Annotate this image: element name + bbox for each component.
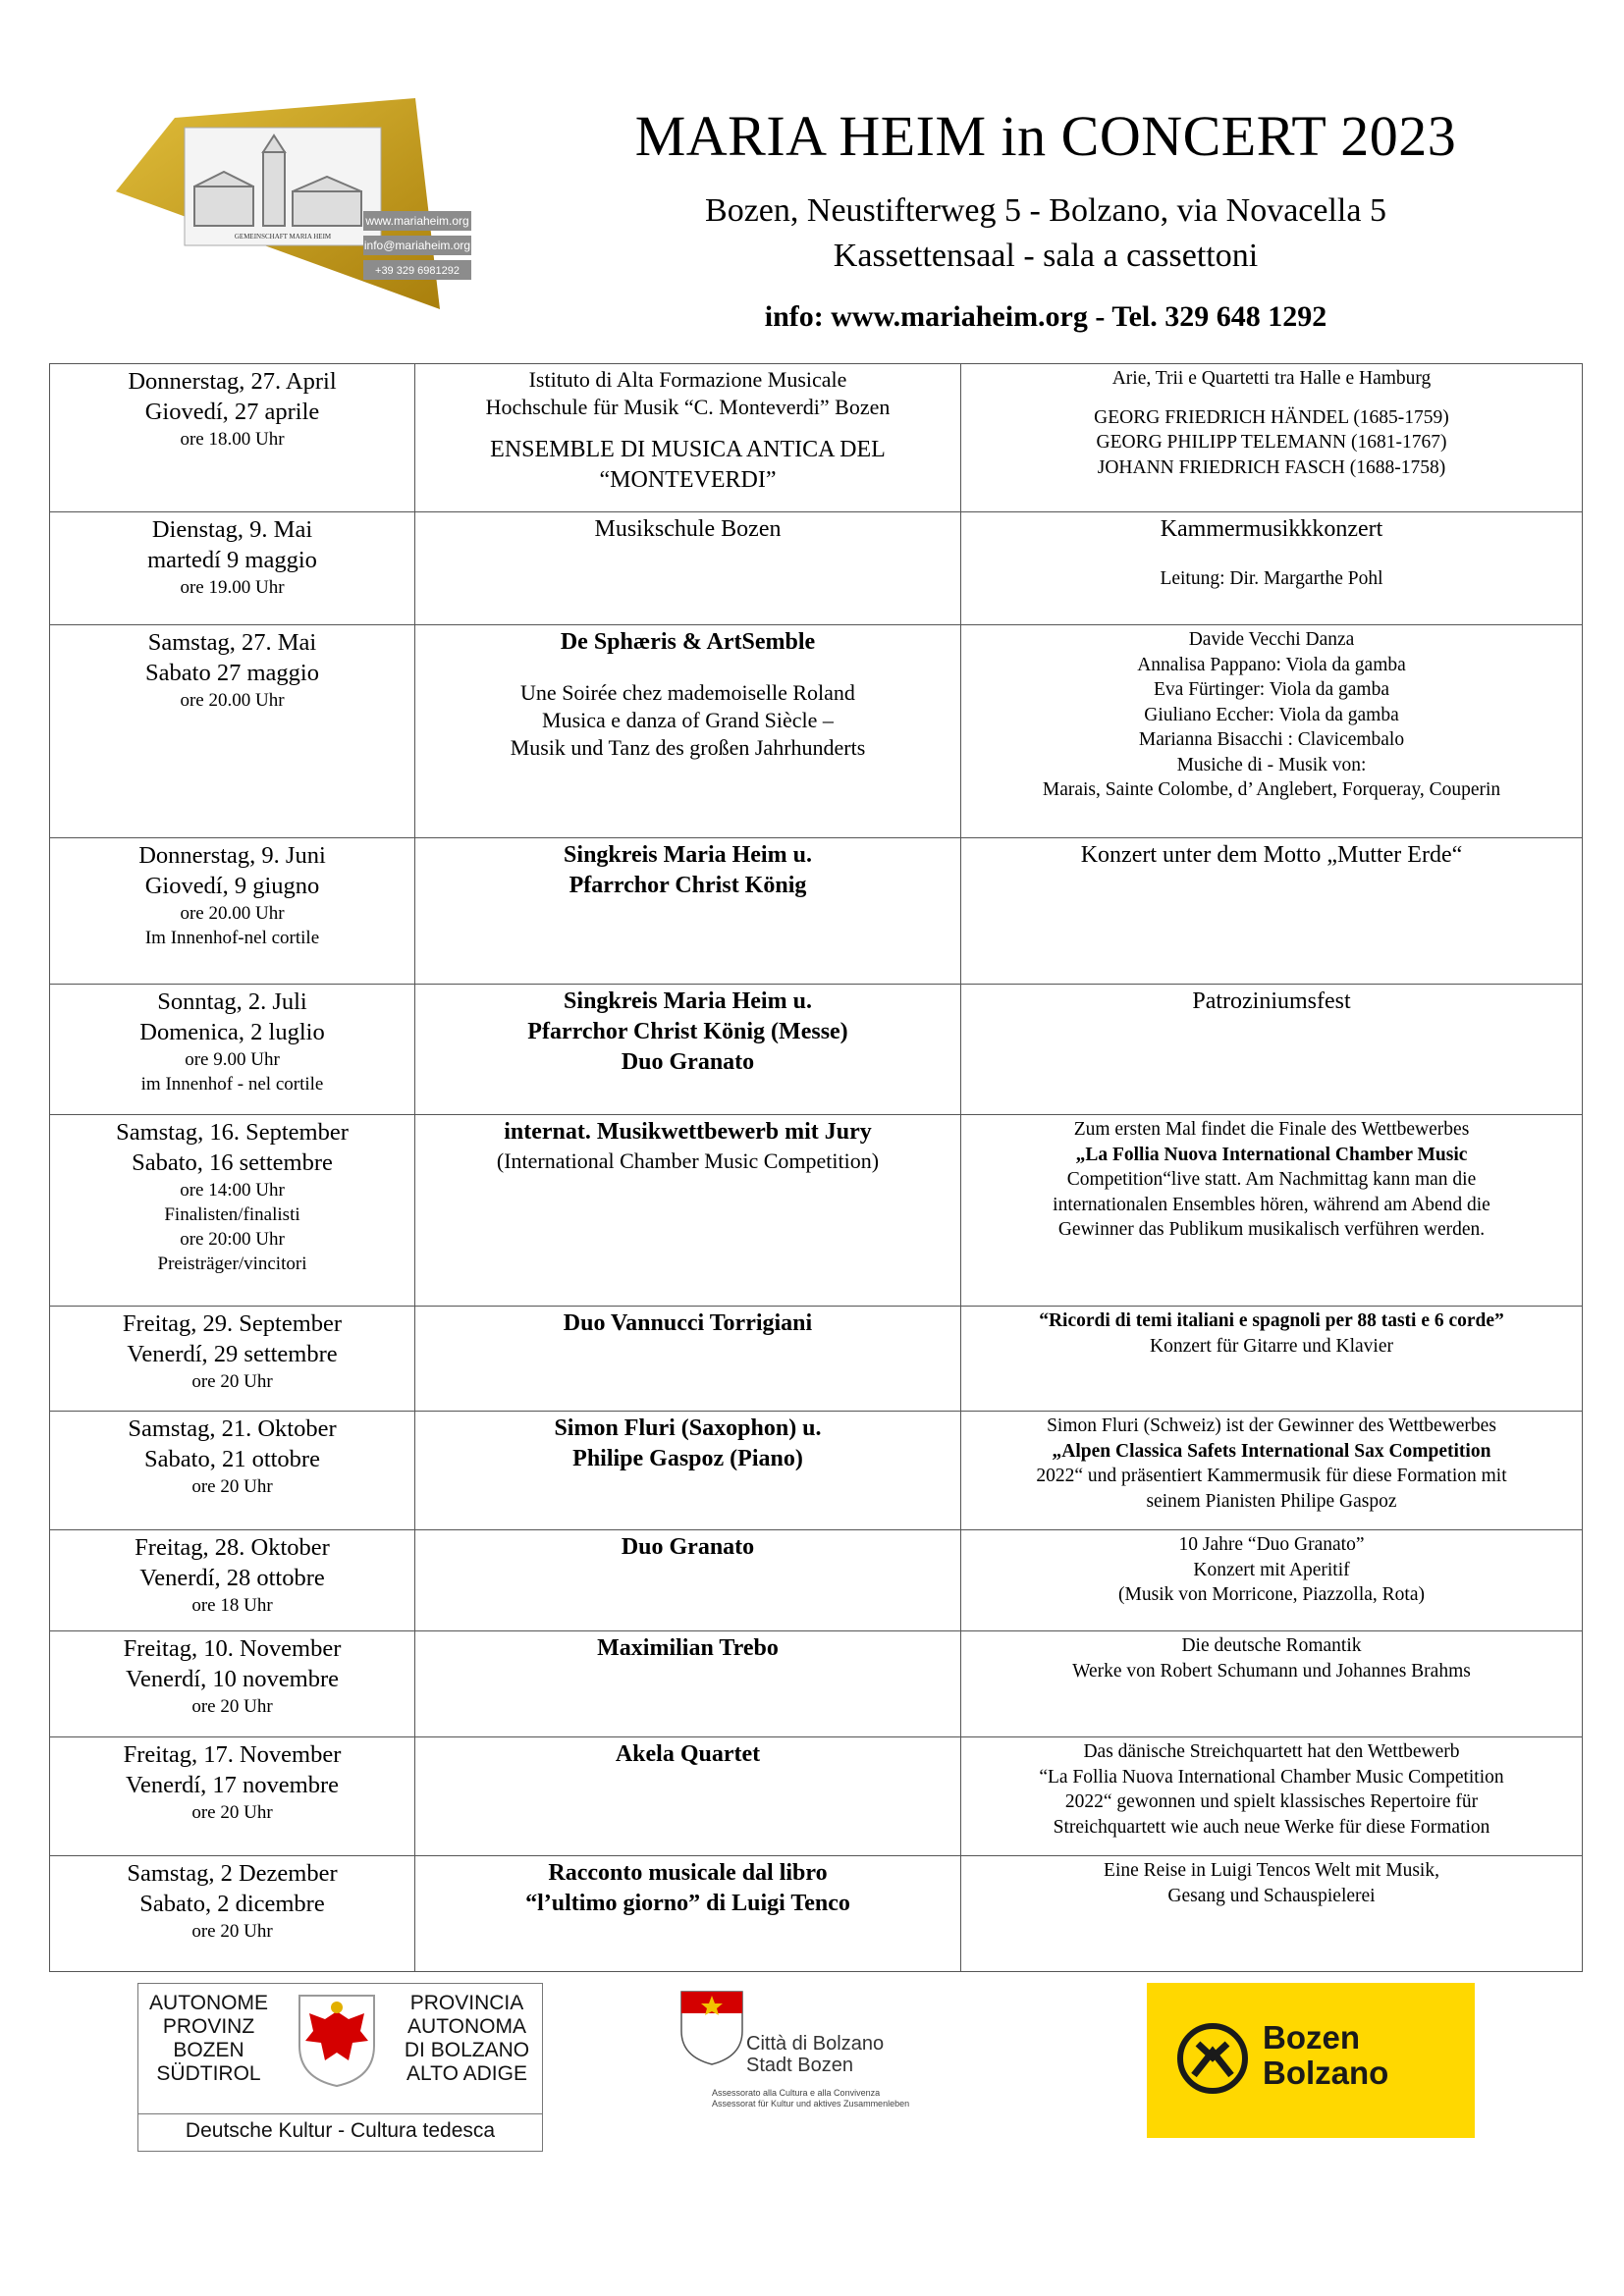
event-date-it: Venerdí, 28 ottobre (139, 1565, 325, 1591)
event-time: ore 20 Uhr (191, 1696, 273, 1717)
prov-left-line: SÜDTIROL (156, 2062, 261, 2085)
event-program-cell (961, 985, 1583, 1115)
event-date-cell (50, 1412, 415, 1530)
text-line: Konzert unter dem Motto „Mutter Erde“ (1080, 842, 1463, 868)
event-date-de: Samstag, 16. September (116, 1119, 349, 1146)
text-line: Werke von Robert Schumann und Johannes Brahms (1072, 1660, 1471, 1682)
text-line: Musiche di - Musik von: (1176, 754, 1367, 775)
event-time: ore 18.00 Uhr (180, 429, 285, 450)
text-line: Das dänische Streichquartett hat den Wettbewerb (1083, 1741, 1460, 1762)
event-performer-cell (415, 1856, 961, 1972)
event-time: im Innenhof - nel cortile (140, 1074, 324, 1095)
event-time: ore 20 Uhr (191, 1371, 273, 1392)
event-performer-cell (415, 1631, 961, 1737)
text-line: Philipe Gaspoz (Piano) (572, 1446, 803, 1471)
text-line: Gewinner das Publikum musikalisch verführen werden. (1057, 1219, 1486, 1240)
city-name (746, 2033, 884, 2076)
event-date-it: martedí 9 maggio (147, 547, 317, 573)
text-line: Konzert für Gitarre und Klavier (1150, 1335, 1393, 1357)
event-date-cell (50, 625, 415, 838)
text-line: „La Follia Nuova International Chamber Music (1075, 1144, 1468, 1165)
text-line: Duo Granato (621, 1534, 755, 1560)
text-line: Musik und Tanz des großen Jahrhunderts (510, 735, 866, 760)
event-time: ore 20:00 Uhr (180, 1229, 285, 1250)
city-name-it: Città di Bolzano (746, 2033, 885, 2055)
event-date-de: Freitag, 17. November (123, 1741, 342, 1768)
event-time: Preisträger/vincitori (157, 1254, 307, 1274)
text-line: Singkreis Maria Heim u. (564, 842, 812, 868)
text-line: Singkreis Maria Heim u. (564, 988, 812, 1014)
province-text-it (396, 1992, 538, 2086)
info-line: info: www.mariaheim.org - Tel. 329 648 1292 (764, 300, 1327, 333)
event-date-cell (50, 1307, 415, 1412)
text-line: Musikschule Bozen (594, 516, 782, 542)
event-date-de: Donnerstag, 9. Juni (138, 842, 326, 869)
city-dept-de: Assessorat für Kultur und aktives Zusammenleben (712, 2099, 910, 2109)
text-line: 10 Jahre “Duo Granato” (1178, 1534, 1365, 1555)
text-line: Davide Vecchi Danza (1188, 629, 1355, 650)
event-time: ore 14:00 Uhr (180, 1180, 285, 1201)
event-date-it: Domenica, 2 luglio (139, 1019, 325, 1045)
text-line: Die deutsche Romantik (1181, 1635, 1362, 1656)
event-row (50, 625, 1583, 838)
province-footer: Deutsche Kultur - Cultura tedesca (185, 2119, 496, 2142)
text-line: Marais, Sainte Colombe, d’ Anglebert, Forqueray, Couperin (1042, 779, 1501, 800)
event-date-de: Samstag, 27. Mai (147, 629, 317, 656)
text-line: Une Soirée chez mademoiselle Roland (520, 680, 855, 705)
text-line: Zum ersten Mal findet die Finale des Wettbewerbes (1073, 1119, 1470, 1140)
event-program-cell (961, 1856, 1583, 1972)
province-sponsor-logo (137, 1983, 543, 2152)
event-performer-cell (415, 1115, 961, 1307)
logo-graphic (116, 98, 543, 334)
event-date-de: Sonntag, 2. Juli (157, 988, 307, 1015)
logo-web: www.mariaheim.org (365, 214, 469, 228)
event-date-it: Venerdí, 17 novembre (125, 1772, 340, 1798)
event-program-cell (961, 838, 1583, 985)
event-program-cell (961, 364, 1583, 512)
text-line: Racconto musicale dal libro (548, 1860, 828, 1886)
text-line: Eine Reise in Luigi Tencos Welt mit Musik, (1104, 1860, 1439, 1881)
text-line: “l’ultimo giorno” di Luigi Tenco (525, 1891, 850, 1916)
event-time: ore 20.00 Uhr (180, 903, 285, 924)
event-performer-cell (415, 512, 961, 625)
text-line: Konzert mit Aperitif (1193, 1559, 1350, 1580)
event-date-cell (50, 1856, 415, 1972)
event-row (50, 1115, 1583, 1307)
maria-heim-logo (116, 98, 543, 334)
event-row (50, 1737, 1583, 1856)
event-date-it: Sabato, 16 settembre (132, 1149, 333, 1176)
city-department (712, 2088, 967, 2109)
text-line: Streichquartett wie auch neue Werke für diese Formation (1053, 1816, 1490, 1838)
text-line: Marianna Bisacchi : Clavicembalo (1138, 729, 1405, 750)
event-performer-cell (415, 1307, 961, 1412)
event-program-cell (961, 1631, 1583, 1737)
event-date-it: Giovedí, 9 giugno (144, 873, 320, 899)
event-time: ore 20 Uhr (191, 1802, 273, 1823)
raiffeisen-sponsor-logo (1147, 1983, 1475, 2138)
event-row (50, 1631, 1583, 1737)
event-program-cell (961, 1307, 1583, 1412)
event-row (50, 512, 1583, 625)
event-program-cell (961, 1530, 1583, 1631)
event-program-cell (961, 512, 1583, 625)
text-line: Pfarrchor Christ König (Messe) (527, 1019, 848, 1044)
address-line-2: Kassettensaal - sala a cassettoni (833, 238, 1259, 274)
event-date-cell (50, 1631, 415, 1737)
text-line: Patroziniumsfest (1192, 988, 1351, 1014)
event-date-de: Dienstag, 9. Mai (151, 516, 313, 543)
event-date-de: Samstag, 21. Oktober (128, 1415, 337, 1442)
prov-left-line: AUTONOME (149, 1992, 268, 2014)
event-time: ore 20 Uhr (191, 1921, 273, 1942)
event-date-de: Donnerstag, 27. April (128, 368, 337, 395)
event-row (50, 1307, 1583, 1412)
spacer (423, 421, 952, 435)
text-line: Istituto di Alta Formazione Musicale (528, 367, 847, 392)
text-line: Leitung: Dir. Margarthe Pohl (1160, 568, 1383, 589)
event-date-de: Samstag, 2 Dezember (127, 1860, 338, 1887)
event-program-cell (961, 625, 1583, 838)
text-line: 2022“ gewonnen und spielt klassisches Repertoire für (1064, 1791, 1479, 1812)
text-line: Giuliano Eccher: Viola da gamba (1144, 704, 1399, 725)
text-line: Eva Fürtinger: Viola da gamba (1154, 679, 1389, 700)
prov-right-line: PROVINCIA (409, 1992, 524, 2014)
text-line: Duo Vannucci Torrigiani (563, 1310, 813, 1336)
event-performer-cell (415, 1737, 961, 1856)
page-title: MARIA HEIM in CONCERT 2023 (634, 104, 1457, 168)
text-line: seinem Pianisten Philipe Gaspoz (1146, 1490, 1397, 1512)
event-row (50, 838, 1583, 985)
text-line: Musica e danza of Grand Siècle – (542, 708, 834, 732)
concert-program-table (49, 363, 1583, 1972)
event-date-it: Sabato, 21 ottobre (144, 1446, 320, 1472)
text-line: Kammermusikkkonzert (1160, 516, 1383, 542)
event-performer-cell (415, 1530, 961, 1631)
logo-email: info@mariaheim.org (363, 239, 471, 252)
event-program-cell (961, 1412, 1583, 1530)
bank-name-de: Bozen (1263, 2019, 1360, 2056)
text-line: Duo Granato (621, 1049, 755, 1075)
event-row (50, 1530, 1583, 1631)
text-line: Simon Fluri (Saxophon) u. (554, 1415, 822, 1441)
event-date-cell (50, 838, 415, 985)
event-row (50, 364, 1583, 512)
event-row (50, 1412, 1583, 1530)
event-time: ore 20.00 Uhr (180, 690, 285, 711)
bank-name (1263, 2020, 1388, 2091)
event-time: Finalisten/finalisti (164, 1204, 300, 1225)
event-time: Im Innenhof-nel cortile (144, 928, 320, 948)
spacer (423, 658, 952, 679)
province-text-de (142, 1992, 275, 2086)
text-line: JOHANN FRIEDRICH FASCH (1688-1758) (1097, 456, 1446, 478)
event-date-it: Sabato 27 maggio (145, 660, 319, 686)
program-body (50, 364, 1583, 1972)
event-row (50, 985, 1583, 1115)
event-performer-cell (415, 1412, 961, 1530)
text-line: Pfarrchor Christ König (568, 873, 807, 898)
prov-right-line: AUTONOMA (407, 2015, 526, 2038)
city-name-de: Stadt Bozen (746, 2055, 853, 2076)
bolzano-coat-of-arms-icon (677, 1988, 746, 2066)
event-performer-cell (415, 625, 961, 838)
event-date-de: Freitag, 10. November (123, 1635, 342, 1662)
text-line: Hochschule für Musik “C. Monteverdi” Bozen (485, 395, 891, 419)
event-performer-cell (415, 985, 961, 1115)
event-date-de: Freitag, 29. September (122, 1310, 343, 1337)
text-line: (International Chamber Music Competition) (496, 1148, 880, 1173)
city-sponsor-logo (677, 1988, 972, 2135)
city-dept-it: Assessorato alla Cultura e alla Convivenza (712, 2088, 881, 2098)
text-line: “Ricordi di temi italiani e spagnoli per 88 tasti e 6 corde” (1039, 1310, 1504, 1331)
event-program-cell (961, 1115, 1583, 1307)
prov-left-line: PROVINZ (162, 2015, 255, 2038)
text-line: Maximilian Trebo (597, 1635, 779, 1661)
text-line: Simon Fluri (Schweiz) ist der Gewinner des Wettbewerbes (1047, 1415, 1496, 1436)
event-date-de: Freitag, 28. Oktober (135, 1534, 330, 1561)
event-time: ore 20 Uhr (191, 1476, 273, 1497)
event-date-cell (50, 1737, 415, 1856)
text-line: Arie, Trii e Quartetti tra Halle e Hamburg (1111, 368, 1432, 389)
spacer (969, 392, 1574, 405)
event-date-cell (50, 364, 415, 512)
event-date-it: Venerdí, 10 novembre (125, 1666, 340, 1692)
text-line: “La Follia Nuova International Chamber Music Competition (1039, 1766, 1504, 1788)
event-date-cell (50, 1530, 415, 1631)
text-line: Competition“live statt. Am Nachmittag kann man die (1066, 1169, 1477, 1190)
text-line: 2022“ und präsentiert Kammermusik für diese Formation mit (1036, 1466, 1507, 1486)
event-time: ore 18 Uhr (191, 1595, 273, 1616)
event-time: ore 19.00 Uhr (180, 577, 285, 598)
event-program-cell (961, 1737, 1583, 1856)
bank-name-it: Bolzano (1263, 2055, 1389, 2091)
text-line: (Musik von Morricone, Piazzolla, Rota) (1118, 1584, 1425, 1605)
text-line: ENSEMBLE DI MUSICA ANTICA DEL “MONTEVERDI” (490, 437, 886, 493)
prov-left-line: BOZEN (173, 2039, 244, 2061)
text-line: GEORG FRIEDRICH HÄNDEL (1685-1759) (1094, 406, 1449, 428)
event-performer-cell (415, 838, 961, 985)
event-date-it: Sabato, 2 dicembre (139, 1891, 325, 1917)
event-date-cell (50, 512, 415, 625)
logo-caption: GEMEINSCHAFT MARIA HEIM (234, 233, 332, 240)
raiffeisen-gable-cross-icon (1176, 2022, 1249, 2095)
event-time: ore 9.00 Uhr (185, 1049, 280, 1070)
event-date-it: Venerdí, 29 settembre (127, 1341, 338, 1367)
text-line: internationalen Ensembles hören, während am Abend die (1053, 1194, 1490, 1215)
event-date-cell (50, 985, 415, 1115)
event-date-cell (50, 1115, 415, 1307)
text-line: Akela Quartet (615, 1741, 761, 1767)
text-line: Gesang und Schauspielerei (1167, 1885, 1376, 1906)
text-line: „Alpen Classica Safets International Sax Competition (1052, 1440, 1491, 1462)
text-line: De Sphæris & ArtSemble (560, 629, 816, 655)
address-line-1: Bozen, Neustifterweg 5 - Bolzano, via Novacella 5 (705, 192, 1386, 229)
event-row (50, 1856, 1583, 1972)
event-performer-cell (415, 364, 961, 512)
event-date-it: Giovedí, 27 aprile (144, 399, 320, 425)
south-tyrol-eagle-icon (296, 1992, 378, 2090)
text-line: Annalisa Pappano: Viola da gamba (1137, 654, 1406, 675)
prov-right-line: DI BOLZANO (404, 2039, 530, 2061)
text-line: internat. Musikwettbewerb mit Jury (504, 1119, 872, 1145)
spacer (969, 545, 1574, 566)
text-line: GEORG PHILIPP TELEMANN (1681-1767) (1096, 432, 1447, 453)
logo-phone: +39 329 6981292 (375, 265, 460, 277)
prov-right-line: ALTO ADIGE (406, 2062, 527, 2085)
